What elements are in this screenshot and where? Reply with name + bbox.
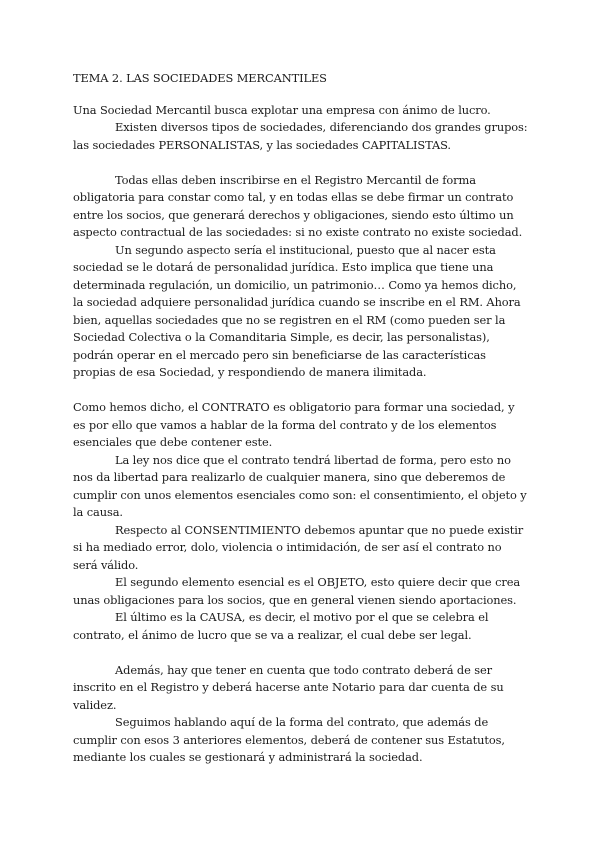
paragraph-spacer bbox=[73, 382, 528, 400]
paragraph-types: Existen diversos tipos de sociedades, diferenciando dos grandes grupos: las sociedades PERSONALISTAS, y las sociedades CAPITALISTAS. bbox=[73, 120, 528, 152]
document-body bbox=[73, 70, 528, 767]
paragraph-inscripcion: Además, hay que tener en cuenta que todo contrato deberá de ser inscrito en el Registro y deberá hacerse ante Notario para dar cuenta de su validez. bbox=[73, 662, 504, 712]
paragraph-registro: Todas ellas deben inscribirse en el Registro Mercantil de forma obligatoria para constar como tal, y en todas ellas se debe firmar un contrato entre los socios, que generará derechos y obligaciones, siendo esto último un aspecto contractual de las sociedades: si no existe contrato no existe sociedad. bbox=[73, 172, 523, 239]
paragraph-consentimiento: Respecto al CONSENTIMIENTO debemos apuntar que no puede existir si ha mediado error, dolo, violencia o intimidación, de ser así el contrato no será válido. bbox=[73, 522, 524, 572]
paragraph-institucional: Un segundo aspecto sería el institucional, puesto que al nacer esta sociedad se le dotará de personalidad jurídica. Esto implica que tiene una determinada regulación, un domicilio, un patrimonio… Como ya hemos dicho, la sociedad adquiere personalidad jurídica cuando se inscribe en el RM. Ahora bien, aquellas sociedades que no se registren en el RM (como pueden ser la Sociedad Colectiva o la Comanditaria Simple, es decir, las personalistas), podrán operar en el mercado pero sin beneficiarse de las características propias de esa Sociedad, y respondiendo de manera ilimitada. bbox=[73, 242, 521, 379]
paragraph-contrato: Como hemos dicho, el CONTRATO es obligatorio para formar una sociedad, y es por ello que vamos a hablar de la forma del contrato y de los elementos esenciales que debe contener este. bbox=[73, 400, 515, 449]
paragraph-libertad-forma: La ley nos dice que el contrato tendrá libertad de forma, pero esto no nos da libertad para realizarlo de cualquier manera, sino que deberemos de cumplir con unos elementos esenciales como son: el consentimiento, el objeto y la causa. bbox=[73, 452, 527, 519]
paragraph-intro: Una Sociedad Mercantil busca explotar una empresa con ánimo de lucro. bbox=[73, 102, 491, 117]
paragraph-spacer bbox=[73, 644, 528, 662]
paragraph-objeto: El segundo elemento esencial es el OBJETO, esto quiere decir que crea unas obligaciones para los socios, que en general vienen siendo aportaciones. bbox=[73, 575, 521, 607]
paragraph-causa: El último es la CAUSA, es decir, el motivo por el que se celebra el contrato, el ánimo de lucro que se va a realizar, el cual debe ser legal. bbox=[73, 610, 489, 642]
document-title: TEMA 2. LAS SOCIEDADES MERCANTILES bbox=[73, 71, 327, 85]
paragraph-estatutos: Seguimos hablando aquí de la forma del contrato, que además de cumplir con esos 3 anteriores elementos, deberá de contener sus Estatutos, mediante los cuales se gestionará y administrará la sociedad. bbox=[73, 715, 505, 764]
paragraph-spacer bbox=[73, 154, 528, 172]
